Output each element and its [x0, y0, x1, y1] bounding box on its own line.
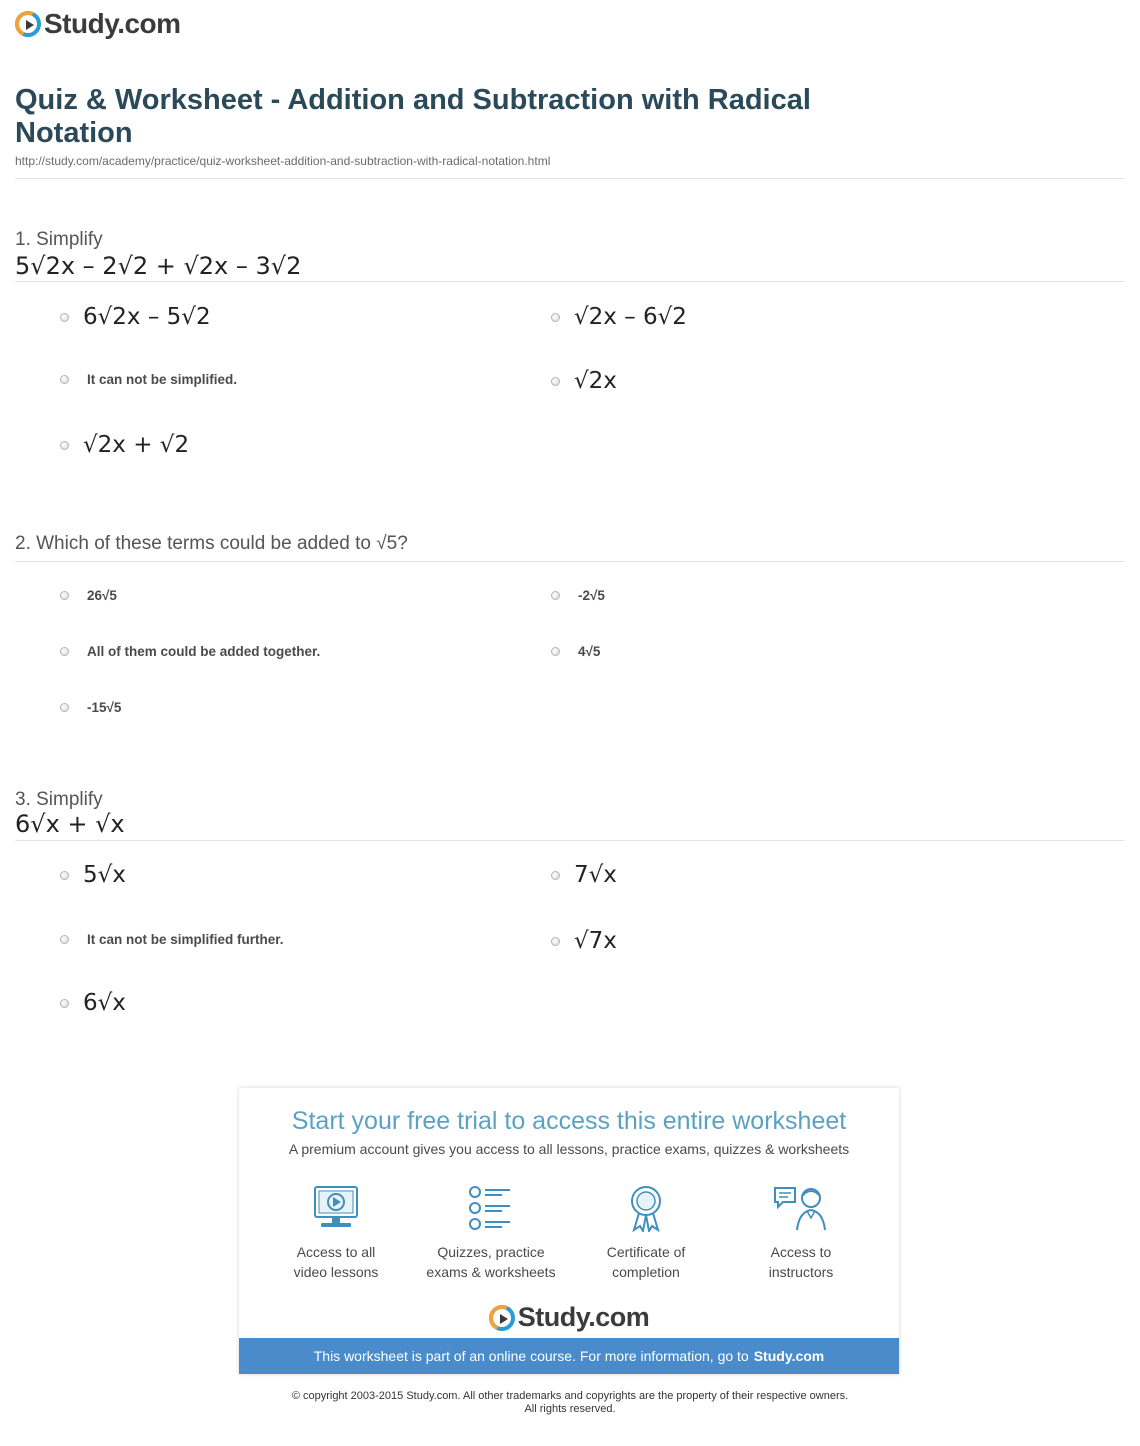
study-play-icon: [489, 1305, 515, 1331]
copyright-footer: [0, 1390, 1140, 1416]
option-label: 7√x: [574, 862, 617, 888]
radio-button[interactable]: [551, 591, 560, 600]
option-label: √2x – 6√2: [574, 304, 687, 330]
option-1e[interactable]: [60, 432, 189, 458]
option-2a[interactable]: [60, 588, 117, 603]
feature-certificate: [571, 1184, 721, 1282]
page-url[interactable]: http://study.com/academy/practice/quiz-worksheet-addition-and-subtraction-with-radical-notation.html: [15, 154, 551, 168]
copyright-line: © copyright 2003-2015 Study.com. All other trademarks and copyrights are the property of their respective owners.: [291, 1390, 849, 1402]
option-label: 6√2x – 5√2: [83, 304, 211, 330]
radio-button[interactable]: [551, 313, 560, 322]
radio-button[interactable]: [551, 937, 560, 946]
logo-text: Study.com: [44, 8, 181, 39]
option-1a[interactable]: [60, 304, 211, 330]
option-2c[interactable]: [60, 644, 320, 659]
option-label: √2x + √2: [83, 432, 190, 458]
option-label: 26√5: [87, 588, 117, 603]
feature-line: Quizzes, practice: [437, 1244, 545, 1260]
radio-button[interactable]: [551, 647, 560, 656]
option-3a[interactable]: [60, 862, 126, 888]
option-2e[interactable]: [60, 700, 121, 715]
option-1c[interactable]: [60, 372, 237, 387]
radio-button[interactable]: [60, 375, 69, 384]
divider: [15, 561, 1125, 562]
option-label: -2√5: [578, 588, 605, 603]
video-lesson-icon: [311, 1184, 361, 1232]
radio-button[interactable]: [60, 703, 69, 712]
study-logo[interactable]: [15, 8, 181, 40]
option-label: 6√x: [83, 990, 126, 1016]
option-label: -15√5: [87, 700, 122, 715]
radio-button[interactable]: [60, 441, 69, 450]
promo-title[interactable]: Start your free trial to access this entire worksheet: [291, 1107, 847, 1135]
divider: [15, 178, 1125, 179]
radio-button[interactable]: [60, 999, 69, 1008]
option-label: √2x: [574, 368, 617, 394]
option-3b[interactable]: [551, 862, 617, 888]
free-trial-promo: [239, 1088, 899, 1374]
radio-button[interactable]: [551, 377, 560, 386]
question-3-expression: 6√x + √x: [15, 810, 125, 838]
study-play-icon: [15, 11, 41, 37]
feature-line: completion: [612, 1264, 680, 1280]
promo-subtitle: A premium account gives you access to all lessons, practice exams, quizzes & worksheets: [288, 1141, 850, 1157]
radio-button[interactable]: [60, 591, 69, 600]
instructor-chat-icon: [771, 1184, 831, 1232]
divider: [15, 840, 1125, 841]
feature-line: Access to all: [296, 1244, 376, 1260]
promo-study-logo[interactable]: [239, 1302, 899, 1333]
feature-line: video lessons: [293, 1264, 379, 1280]
course-info-text: This worksheet is part of an online course. For more information, go to: [313, 1348, 749, 1364]
question-1-expression: 5√2x – 2√2 + √2x – 3√2: [15, 252, 302, 280]
option-3e[interactable]: [60, 990, 126, 1016]
feature-video-lessons: [261, 1184, 411, 1282]
option-label: √7x: [574, 928, 617, 954]
feature-line: exams & worksheets: [426, 1264, 556, 1280]
question-3-label: 3. Simplify: [15, 789, 103, 810]
question-2-label: 2. Which of these terms could be added to √5?: [15, 533, 408, 554]
feature-line: Certificate of: [606, 1244, 686, 1260]
radio-button[interactable]: [60, 935, 69, 944]
option-3c[interactable]: [60, 932, 284, 947]
radio-button[interactable]: [60, 313, 69, 322]
question-1-label: 1. Simplify: [15, 229, 103, 250]
option-label: 5√x: [83, 862, 126, 888]
feature-instructors: [726, 1184, 876, 1282]
logo-text: Study.com: [517, 1302, 650, 1332]
option-1b[interactable]: [551, 304, 687, 330]
radio-button[interactable]: [60, 871, 69, 880]
feature-quizzes: [416, 1184, 566, 1282]
divider: [15, 281, 1125, 282]
quiz-list-icon: [466, 1184, 516, 1232]
option-1d[interactable]: [551, 368, 617, 394]
option-label: 4√5: [578, 644, 601, 659]
course-info-bar: [239, 1338, 899, 1374]
page-title: Quiz & Worksheet - Addition and Subtraction with Radical Notation: [15, 84, 811, 149]
option-2d[interactable]: [551, 644, 600, 659]
radio-button[interactable]: [60, 647, 69, 656]
option-2b[interactable]: [551, 588, 605, 603]
option-label: All of them could be added together.: [87, 644, 321, 659]
option-label: It can not be simplified.: [87, 372, 238, 387]
option-label: It can not be simplified further.: [87, 932, 284, 947]
feature-line: instructors: [768, 1264, 834, 1280]
option-3d[interactable]: [551, 928, 617, 954]
rights-line: All rights reserved.: [524, 1403, 616, 1415]
feature-line: Access to: [770, 1244, 832, 1260]
certificate-ribbon-icon: [621, 1184, 671, 1232]
radio-button[interactable]: [551, 871, 560, 880]
study-com-link[interactable]: Study.com: [753, 1348, 825, 1364]
